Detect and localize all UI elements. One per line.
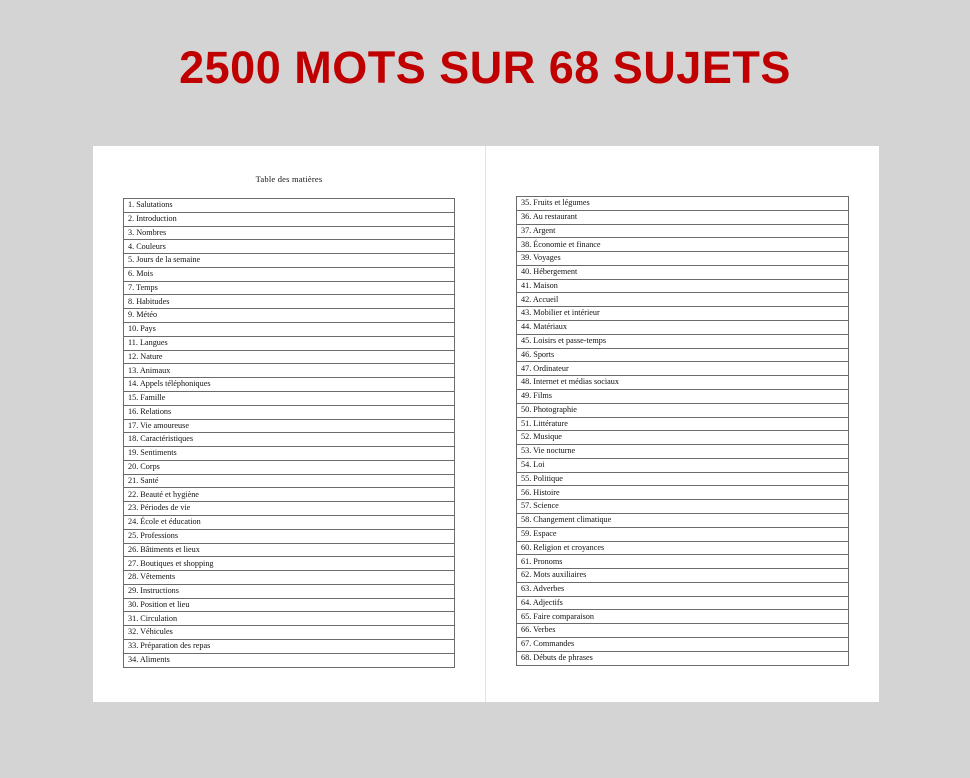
toc-item[interactable]: 48. Internet et médias sociaux (517, 376, 848, 390)
toc-item[interactable]: 63. Adverbes (517, 583, 848, 597)
toc-item[interactable]: 28. Vêtements (124, 571, 454, 585)
toc-item[interactable]: 3. Nombres (124, 227, 454, 241)
toc-item[interactable]: 2. Introduction (124, 213, 454, 227)
toc-item[interactable]: 5. Jours de la semaine (124, 254, 454, 268)
toc-item[interactable]: 57. Science (517, 500, 848, 514)
toc-item[interactable]: 54. Loi (517, 459, 848, 473)
toc-item[interactable]: 41. Maison (517, 280, 848, 294)
toc-item[interactable]: 1. Salutations (124, 199, 454, 213)
toc-item[interactable]: 8. Habitudes (124, 295, 454, 309)
left-page (93, 146, 486, 702)
toc-item[interactable]: 15. Famille (124, 392, 454, 406)
toc-item[interactable]: 46. Sports (517, 349, 848, 363)
toc-item[interactable]: 10. Pays (124, 323, 454, 337)
toc-item[interactable]: 27. Boutiques et shopping (124, 557, 454, 571)
toc-item[interactable]: 17. Vie amoureuse (124, 420, 454, 434)
toc-item[interactable]: 16. Relations (124, 406, 454, 420)
toc-item[interactable]: 62. Mots auxiliaires (517, 569, 848, 583)
toc-item[interactable]: 61. Pronoms (517, 555, 848, 569)
toc-item[interactable]: 29. Instructions (124, 585, 454, 599)
toc-item[interactable]: 12. Nature (124, 351, 454, 365)
toc-item[interactable]: 13. Animaux (124, 364, 454, 378)
toc-item[interactable]: 23. Périodes de vie (124, 502, 454, 516)
toc-list-right (516, 196, 849, 666)
toc-item[interactable]: 14. Appels téléphoniques (124, 378, 454, 392)
toc-item[interactable]: 6. Mois (124, 268, 454, 282)
toc-item[interactable]: 24. École et éducation (124, 516, 454, 530)
toc-spacer (516, 146, 849, 196)
toc-item[interactable]: 51. Littérature (517, 418, 848, 432)
toc-list-left (123, 198, 455, 668)
toc-item[interactable]: 65. Faire comparaison (517, 610, 848, 624)
toc-heading: Table des matières (255, 174, 323, 184)
toc-item[interactable]: 18. Caractéristiques (124, 433, 454, 447)
toc-item[interactable]: 47. Ordinateur (517, 362, 848, 376)
toc-item[interactable]: 64. Adjectifs (517, 597, 848, 611)
book-spread (93, 146, 879, 702)
toc-item[interactable]: 20. Corps (124, 461, 454, 475)
toc-item[interactable]: 44. Matériaux (517, 321, 848, 335)
right-page (486, 146, 879, 702)
toc-item[interactable]: 9. Météo (124, 309, 454, 323)
toc-item[interactable]: 56. Histoire (517, 486, 848, 500)
toc-item[interactable]: 39. Voyages (517, 252, 848, 266)
toc-item[interactable]: 35. Fruits et légumes (517, 197, 848, 211)
toc-item[interactable]: 22. Beauté et hygiène (124, 488, 454, 502)
toc-item[interactable]: 59. Espace (517, 528, 848, 542)
toc-item[interactable]: 33. Préparation des repas (124, 640, 454, 654)
toc-item[interactable]: 42. Accueil (517, 293, 848, 307)
toc-item[interactable]: 66. Verbes (517, 624, 848, 638)
toc-item[interactable]: 32. Véhicules (124, 626, 454, 640)
toc-item[interactable]: 31. Circulation (124, 612, 454, 626)
toc-item[interactable]: 60. Religion et croyances (517, 542, 848, 556)
page-title: 2500 MOTS SUR 68 SUJETS (179, 42, 791, 93)
toc-item[interactable]: 38. Économie et finance (517, 238, 848, 252)
toc-item[interactable]: 37. Argent (517, 225, 848, 239)
toc-item[interactable]: 19. Sentiments (124, 447, 454, 461)
toc-item[interactable]: 58. Changement climatique (517, 514, 848, 528)
toc-item[interactable]: 26. Bâtiments et lieux (124, 544, 454, 558)
toc-item[interactable]: 36. Au restaurant (517, 211, 848, 225)
toc-item[interactable]: 68. Débuts de phrases (517, 652, 848, 666)
toc-item[interactable]: 49. Films (517, 390, 848, 404)
toc-item[interactable]: 53. Vie nocturne (517, 445, 848, 459)
toc-item[interactable]: 11. Langues (124, 337, 454, 351)
toc-item[interactable]: 30. Position et lieu (124, 599, 454, 613)
toc-item[interactable]: 45. Loisirs et passe-temps (517, 335, 848, 349)
toc-item[interactable]: 7. Temps (124, 282, 454, 296)
toc-item[interactable]: 34. Aliments (124, 654, 454, 668)
toc-item[interactable]: 55. Politique (517, 473, 848, 487)
toc-item[interactable]: 50. Photographie (517, 404, 848, 418)
toc-item[interactable]: 21. Santé (124, 475, 454, 489)
toc-item[interactable]: 25. Professions (124, 530, 454, 544)
toc-item[interactable]: 43. Mobilier et intérieur (517, 307, 848, 321)
toc-item[interactable]: 67. Commandes (517, 638, 848, 652)
toc-item[interactable]: 52. Musique (517, 431, 848, 445)
toc-item[interactable]: 4. Couleurs (124, 240, 454, 254)
toc-item[interactable]: 40. Hébergement (517, 266, 848, 280)
